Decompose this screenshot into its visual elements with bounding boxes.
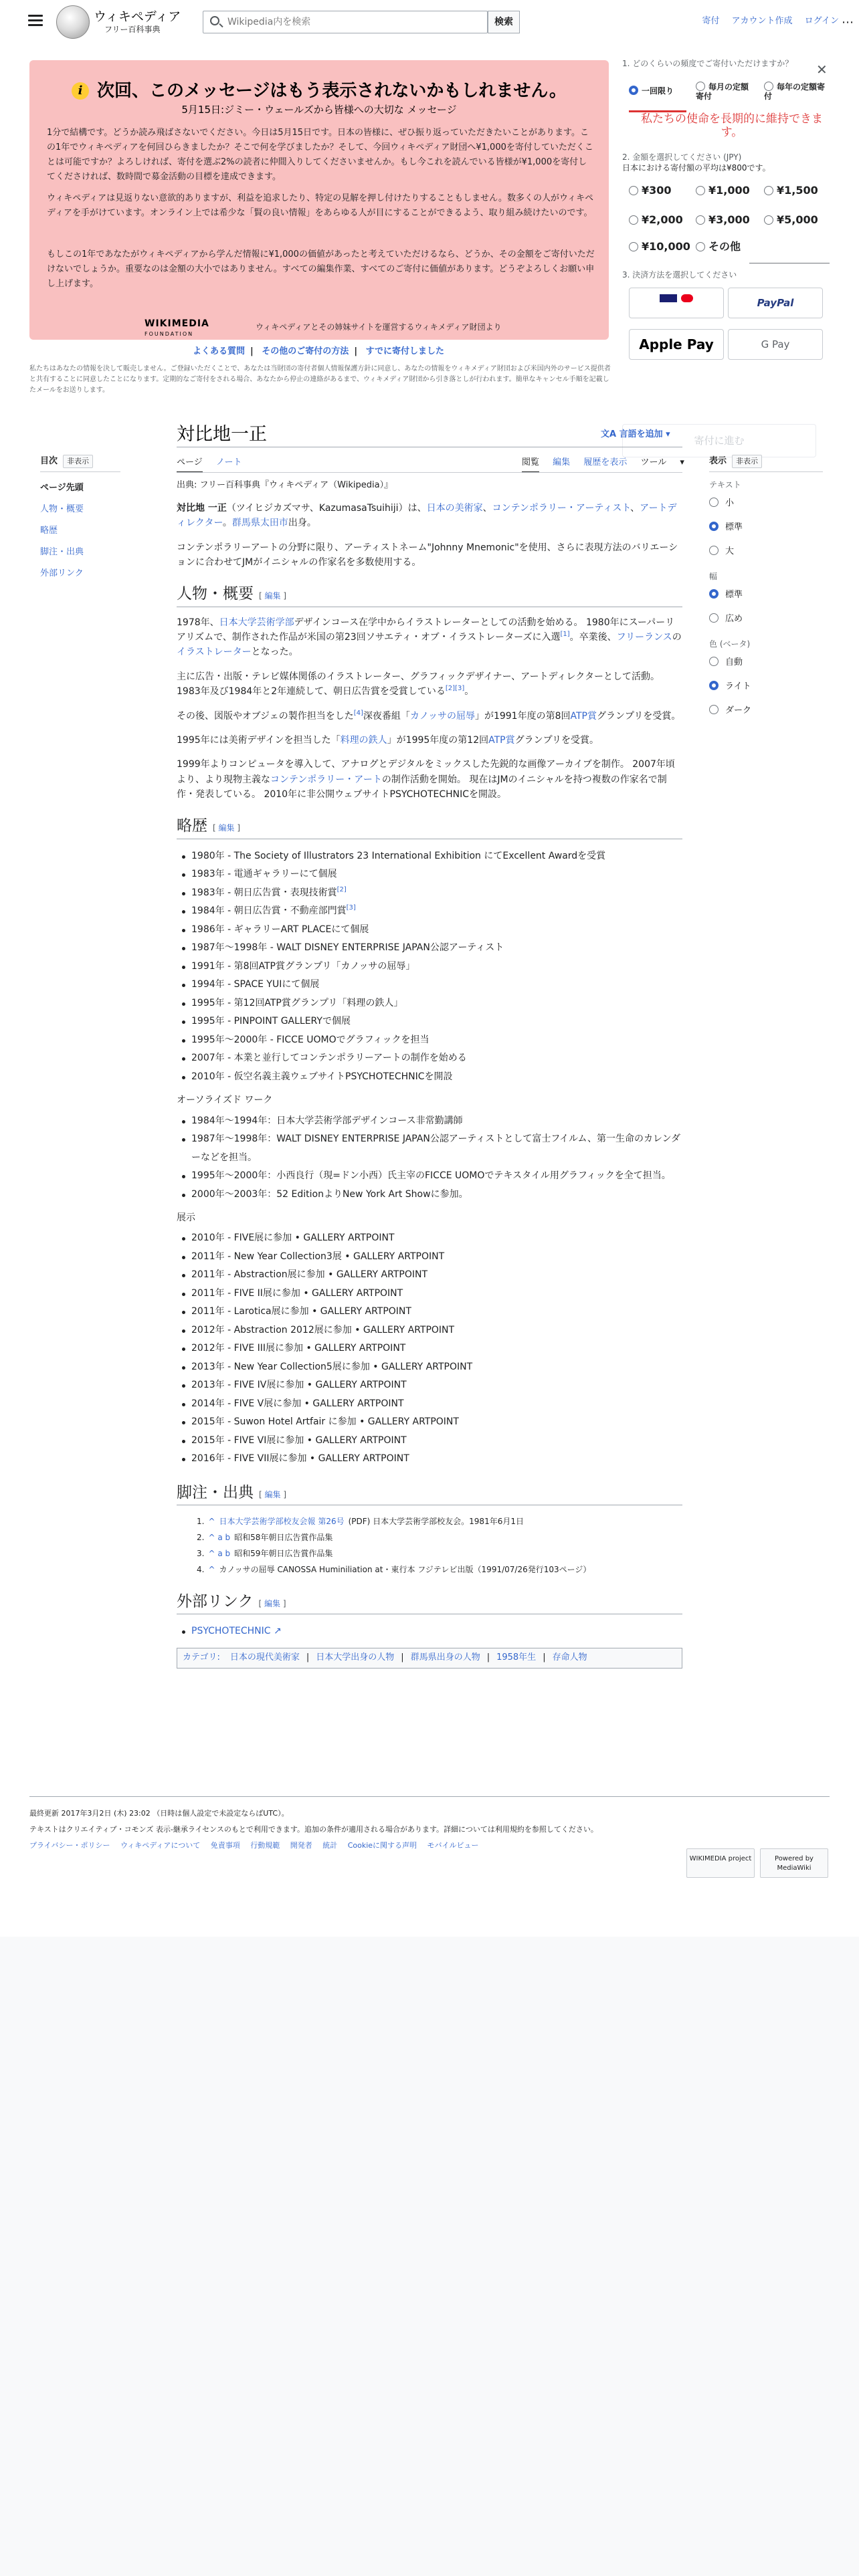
paypal-button[interactable]: PayPal: [728, 288, 823, 318]
category-box: カテゴリ: 日本の現代美術家 | 日本大学出身の人物 | 群馬県出身の人物 | 1958年生 | 存命人物: [177, 1648, 682, 1669]
wikipedia-globe-icon[interactable]: [56, 5, 90, 39]
average-amount-note: 日本における寄付額の平均は¥800です。: [622, 163, 771, 173]
footer-links: [29, 1840, 487, 1851]
footer-link[interactable]: Cookieに関する声明: [347, 1841, 417, 1850]
footer-link[interactable]: モバイルビュー: [427, 1841, 479, 1850]
banner-paragraph: ウィキペディアは見返りない意欲的ありますが、利益を追求したり、特定の見解を押し付けたりすることもしません。数多くの人がウィキペディアを手がけています。オンライン上では希少な「賢の良い情報」をあらゆる人が目にすることができるよう、取り組み続けたいのです。: [47, 193, 594, 218]
amount-option[interactable]: ¥10,000: [629, 238, 690, 255]
wiki-link[interactable]: コンテンポラリー・アート: [270, 774, 382, 785]
radio-icon: [629, 86, 638, 95]
wikimedia-foundation-logo: WIKIMEDIA FOUNDATION: [145, 318, 209, 337]
tab-talk[interactable]: ノート: [215, 457, 242, 467]
radio-icon: [709, 546, 719, 555]
tab-history[interactable]: 履歴を表示: [583, 457, 628, 467]
authorized-list: [181, 1112, 682, 1204]
wiki-link[interactable]: 料理の鉄人: [340, 734, 387, 746]
amount-question: 2. 金額を選択してください (JPY): [622, 152, 742, 162]
card-icon: [681, 294, 693, 302]
list-item: 1986年 - ギャラリーART PLACEにて個展: [181, 921, 682, 940]
frequency-monthly[interactable]: 毎月の定額寄付: [696, 82, 749, 101]
list-item: 2011年 - New Year Collection3展 • GALLERY ARTPOINT: [181, 1248, 682, 1267]
backlink[interactable]: ^: [208, 1565, 215, 1575]
list-item: 1984年 - 朝日広告賞・不動産部門賞[3]: [181, 902, 682, 921]
appearance-hide-button[interactable]: 非表示: [732, 455, 762, 468]
body-paragraph: 主に広告・出版・テレビ媒体関係のイラストレーター、グラフィックデザイナー、アートディレクターとして活動。 1983年及び1984年と2年連続して、朝日広告賞を受賞している[2][3]。: [177, 671, 660, 697]
faq-link[interactable]: よくある質問: [193, 346, 246, 356]
login-link[interactable]: ログイン: [804, 16, 839, 26]
more-options-icon[interactable]: ⋯: [842, 15, 854, 29]
list-item: 1987年〜1998年：WALT DISNEY ENTERPRISE JAPAN公認アーティストとして富士フイルム、第一生命のカレンダーなどを担当。: [181, 1130, 682, 1167]
license-text: テキストはクリエイティブ・コモンズ 表示-継承ライセンスのもとで利用できます。追加の条件が適用される場合があります。詳細については利用規約を参照してください。: [29, 1825, 598, 1834]
frequency-question: 1. どのくらいの頻度でご寄付いただけますか？: [622, 59, 793, 68]
width-option[interactable]: 標準: [709, 583, 823, 607]
list-item: 2012年 - FIVE III展に参加 • GALLERY ARTPOINT: [181, 1339, 682, 1358]
radio-icon: [629, 242, 638, 251]
radio-icon: [696, 242, 705, 251]
citation-link[interactable]: [2][3]: [445, 685, 465, 693]
tab-read[interactable]: 閲覧: [522, 457, 539, 473]
search-button[interactable]: 検索: [488, 11, 520, 33]
intro-paragraph: 対比地 一正（ツイヒジカズマサ、KazumasaTsuihiji）は、日本の美術家、コンテンポラリー・アーティスト、アートディレクター。群馬県太田市出身。: [177, 502, 677, 529]
create-account-link[interactable]: アカウント作成: [731, 16, 793, 26]
personal-tools: [692, 15, 839, 29]
page-title: 対比地一正: [177, 424, 267, 445]
list-item: 2011年 - Abstraction展に参加 • GALLERY ARTPOINT: [181, 1266, 682, 1285]
backlink[interactable]: ^ a b: [208, 1533, 231, 1543]
list-item: 1983年 - 電通ギャラリーにて個展: [181, 865, 682, 884]
wiki-link[interactable]: 日本大学芸術学部: [219, 617, 294, 628]
category-link[interactable]: 日本大学出身の人物: [316, 1652, 395, 1662]
color-label: 色 (ベータ): [709, 639, 751, 649]
list-item: 2012年 - Abstraction 2012展に参加 • GALLERY ARTPOINT: [181, 1321, 682, 1340]
radio-icon: [709, 522, 719, 531]
list-item: 1991年 - 第8回ATP賞グランプリ「カノッサの屈辱」: [181, 958, 682, 976]
radio-icon: [709, 705, 719, 714]
chevron-down-icon: ▾: [680, 457, 684, 467]
radio-icon: [709, 498, 719, 507]
citation-link[interactable]: [1]: [560, 630, 570, 638]
list-item: 2000年〜2003年：52 EditionよりNew York Art Showに参加。: [181, 1186, 682, 1204]
footer-link[interactable]: 行動規範: [250, 1841, 280, 1850]
categories-label[interactable]: カテゴリ:: [183, 1652, 220, 1662]
external-link-icon: ↗: [270, 1626, 282, 1637]
reference-list: [197, 1513, 682, 1578]
article-content: [177, 479, 682, 1669]
card-icon: [660, 294, 677, 302]
list-item: 1987年〜1998年 - WALT DISNEY ENTERPRISE JAPAN公認アーティスト: [181, 939, 682, 958]
toc-item[interactable]: 人物・概要: [40, 504, 84, 514]
card-payment-button[interactable]: [629, 288, 724, 318]
list-item: 2011年 - FIVE II展に参加 • GALLERY ARTPOINT: [181, 1285, 682, 1303]
close-icon[interactable]: ✕: [816, 62, 828, 78]
last-modified: 最終更新 2017年3月2日 (木) 23:02 （日時は個人設定で未設定ならばUTC）。: [29, 1809, 289, 1818]
intro-paragraph-2: コンテンポラリーアートの分野に限り、アーティストネーム"Johnny Mnemonic"を使用、さらに表現方法のバリエーションに合わせてJMがイニシャルの作家名を多数使用する。: [177, 542, 678, 568]
radio-icon: [709, 681, 719, 690]
search-box: [203, 11, 488, 33]
list-item: 2007年 - 本業と並行してコンテンポラリーアートの制作を始める: [181, 1049, 682, 1068]
wiki-link[interactable]: ATP賞: [570, 710, 597, 722]
edit-section-link[interactable]: 編集: [218, 823, 235, 833]
body-paragraph: 1999年よりコンピュータを導入して、アナログとデジタルをミックスした先鋭的な画像アーカイブを制作。 2007年頃より、より現物主義なコンテンポラリー・アートの制作活動を開始。 現在はJMのイニシャルを持つ複数の作家名で制作・発表している。 2010年に非公開ウェブサイトPSYCHOTECHNICを開設。: [177, 759, 675, 800]
reference-text: 昭和59年朝日広告賞作品集: [234, 1549, 333, 1559]
reference-item: [197, 1562, 682, 1578]
radio-icon: [696, 186, 705, 195]
category-link[interactable]: 群馬県出身の人物: [410, 1652, 480, 1662]
radio-icon: [629, 186, 638, 195]
backlink[interactable]: ^: [208, 1517, 215, 1527]
footer-link[interactable]: ウィキペディアについて: [120, 1841, 201, 1850]
body-paragraph: 1995年には美術デザインを担当した「料理の鉄人」が1995年度の第12回ATP賞グランプリを受賞。: [177, 734, 599, 746]
view-tabs: [522, 456, 706, 470]
wiki-link[interactable]: フリーランス: [616, 631, 672, 643]
donate-continue-button[interactable]: 寄付に進む: [622, 424, 816, 457]
width-option[interactable]: 広め: [709, 607, 823, 631]
reference-text: (PDF) 日本大学芸術学部校友会。1981年6月1日: [348, 1517, 524, 1527]
wiki-link[interactable]: イラストレーター: [177, 647, 252, 658]
frequency-yearly[interactable]: 毎年の定額寄付: [764, 82, 826, 101]
list-item: 2011年 - Larotica展に参加 • GALLERY ARTPOINT: [181, 1303, 682, 1321]
edit-section-link[interactable]: 編集: [264, 591, 281, 601]
external-link[interactable]: PSYCHOTECHNIC ↗: [191, 1626, 282, 1637]
radio-icon: [764, 215, 773, 225]
text-size-option[interactable]: 標準: [709, 516, 823, 540]
tab-tools[interactable]: ツール ▾: [640, 457, 684, 467]
banner-links: よくある質問 | その他のご寄付の方法 | すでに寄付しました: [193, 346, 444, 356]
citation-link[interactable]: [3]: [346, 904, 356, 912]
amount-option[interactable]: ¥300: [629, 182, 672, 199]
text-size-option[interactable]: 大: [709, 540, 823, 564]
toc-item[interactable]: 外部リンク: [40, 568, 84, 578]
edit-section-link[interactable]: 編集: [264, 1489, 281, 1499]
appearance-panel: [709, 455, 823, 723]
other-ways-link[interactable]: その他のご寄付の方法: [262, 346, 349, 356]
wiki-link[interactable]: アートディレクター: [177, 502, 677, 529]
search-icon: [210, 16, 219, 25]
history-list: [181, 847, 682, 1087]
toc-hide-button[interactable]: 非表示: [63, 455, 93, 468]
list-item: 1995年 - PINPOINT GALLERYで個展: [181, 1012, 682, 1031]
info-icon: i: [72, 82, 89, 100]
fundraising-banner: [29, 60, 609, 340]
radio-icon: [764, 186, 773, 195]
list-item: 2013年 - New Year Collection5展に参加 • GALLERY ARTPOINT: [181, 1358, 682, 1377]
toc-item-top[interactable]: ページ先頭: [40, 482, 84, 493]
radio-icon: [709, 657, 719, 666]
google-pay-button[interactable]: G Pay: [728, 329, 823, 360]
wiki-link[interactable]: コンテンポラリー・アーティスト: [492, 502, 631, 514]
reference-item: [197, 1529, 682, 1545]
radio-icon: [709, 613, 719, 623]
body-paragraph: その後、図版やオブジェの製作担当をした[4]深夜番組「カノッサの屈辱」が1991年度の第8回ATP賞グランプリを受賞。: [177, 709, 681, 722]
tab-page[interactable]: ページ: [177, 457, 203, 473]
subsection-title: オーソライズド ワーク: [177, 1095, 273, 1106]
already-donated-link[interactable]: すでに寄付しました: [365, 346, 444, 356]
toc-item[interactable]: 脚注・出典: [40, 546, 84, 557]
reference-item: [197, 1545, 682, 1562]
list-item: 1984年〜1994年：日本大学芸術学部デザインコース非常勤講師: [181, 1112, 682, 1131]
namespace-tabs: [177, 456, 253, 470]
list-item: 2013年 - FIVE IV展に参加 • GALLERY ARTPOINT: [181, 1376, 682, 1395]
list-item: 2015年 - Suwon Hotel Artfair に参加 • GALLERY ARTPOINT: [181, 1413, 682, 1432]
radio-icon: [629, 215, 638, 225]
list-item: 2015年 - FIVE VI展に参加 • GALLERY ARTPOINT: [181, 1432, 682, 1451]
reference-text: 昭和58年朝日広告賞作品集: [234, 1533, 333, 1543]
toc-item[interactable]: 略歴: [40, 525, 58, 536]
frequency-once[interactable]: 一回限り: [629, 79, 686, 112]
amount-other[interactable]: その他: [696, 238, 741, 255]
radio-icon: [709, 589, 719, 599]
subsection-title: 展示: [177, 1212, 195, 1224]
payment-question: 3. 決済方法を選択してください: [622, 270, 737, 280]
reference-text: 2.: [197, 1533, 205, 1543]
site-header: [0, 0, 859, 44]
logo-title[interactable]: ウィキペディア: [94, 9, 181, 24]
color-option[interactable]: 自動: [709, 651, 823, 675]
category-link[interactable]: 存命人物: [552, 1652, 587, 1662]
reference-text: 4.: [197, 1565, 205, 1575]
section-heading: 外部リンク [ 編集 ]: [177, 1591, 682, 1614]
list-item: 1995年 - 第12回ATP賞グランプリ「料理の鉄人」: [181, 994, 682, 1013]
edit-section-link[interactable]: 編集: [264, 1599, 281, 1609]
search-input[interactable]: [227, 14, 482, 30]
section-heading: 人物・概要 [ 編集 ]: [177, 583, 682, 607]
reference-text: 3.: [197, 1549, 205, 1559]
mediawiki-badge[interactable]: Powered by MediaWiki: [760, 1848, 828, 1878]
wiki-link[interactable]: カノッサの屈辱: [409, 710, 475, 722]
banner-org-text: ウィキペディアとその姉妹サイトを運営するウィキメディア財団より: [256, 322, 502, 332]
section-heading: 脚注・出典 [ 編集 ]: [177, 1482, 682, 1505]
footer-link[interactable]: プライバシー・ポリシー: [29, 1841, 110, 1850]
category-link[interactable]: 1958年生: [496, 1652, 537, 1662]
citation-link[interactable]: [4]: [353, 709, 363, 717]
text-size-option[interactable]: 小: [709, 492, 823, 516]
list-item: 2014年 - FIVE V展に参加 • GALLERY ARTPOINT: [181, 1395, 682, 1414]
wikimedia-badge[interactable]: WIKIMEDIA project: [686, 1848, 755, 1878]
section-heading: 略歴 [ 編集 ]: [177, 815, 682, 839]
table-of-contents: [40, 455, 120, 584]
donate-link[interactable]: 寄付: [702, 16, 720, 26]
list-item: [181, 1622, 682, 1641]
recurring-notice: 私たちの使命を長期的に維持できます。: [641, 112, 823, 139]
radio-icon: [764, 82, 773, 91]
apple-pay-button[interactable]: Apple Pay: [629, 329, 724, 360]
radio-icon: [696, 215, 705, 225]
add-languages-button[interactable]: 文A 言語を追加 ▾: [601, 429, 670, 439]
from-wikipedia: 出典: フリー百科事典『ウィキペディア（Wikipedia）』: [177, 480, 393, 490]
color-option[interactable]: ライト: [709, 675, 823, 699]
banner-subtitle: 5月15日:ジミー・ウェールズから皆様への大切な メッセージ: [181, 104, 457, 116]
list-item: 2010年 - 仮空名義主義ウェブサイトPSYCHOTECHNICを開設: [181, 1068, 682, 1087]
banner-paragraph: もしこの1年であなたがウィキペディアから学んだ情報に¥1,000の価値があったと考えていただけるなら、どうか、その金額をご寄付いただけないでしょうか。重要なのは金額の大小ではありません。すべての編集作業、すべてのご寄付に価値があります。どうぞよろしくお願い申し上げます。: [47, 249, 595, 289]
tab-edit[interactable]: 編集: [553, 457, 571, 467]
reference-link[interactable]: 日本大学芸術学部校友会報 第26号: [219, 1517, 345, 1527]
toc-title: 目次: [40, 456, 58, 466]
wiki-link[interactable]: 日本の美術家: [426, 502, 483, 514]
exhibit-list: [181, 1229, 682, 1469]
list-item: 1994年 - SPACE YUIにて個展: [181, 976, 682, 994]
footer-link[interactable]: 免責事項: [210, 1841, 240, 1850]
amount-option[interactable]: ¥1,500: [764, 182, 818, 199]
reference-text: カノッサの屈辱 CANOSSA Huminiliation at・東行本 フジテレビ出版（1991/07/26発行103ページ）: [219, 1565, 591, 1575]
footer-link[interactable]: 統計: [322, 1841, 338, 1850]
amount-option[interactable]: ¥2,000: [629, 211, 683, 229]
amount-option[interactable]: ¥5,000: [764, 211, 818, 229]
body-paragraph: 1978年、日本大学芸術学部デザインコース在学中からイラストレーターとしての活動を始める。 1980年にスーパーリアリズムで、制作された作品が米国の第23回ソサエティ・オブ・イラストレーターズに入選[1]。卒業後、フリーランスのイラストレーターとなった。: [177, 617, 682, 658]
amount-option[interactable]: ¥3,000: [696, 211, 750, 229]
backlink[interactable]: ^ a b: [208, 1549, 231, 1559]
category-link[interactable]: 日本の現代美術家: [229, 1652, 300, 1662]
list-item: 2016年 - FIVE VII展に参加 • GALLERY ARTPOINT: [181, 1450, 682, 1469]
appearance-title: 表示: [709, 456, 727, 466]
banner-title: i 次回、このメッセージはもう表示されないかもしれません。: [29, 78, 609, 106]
citation-link[interactable]: [2]: [337, 885, 347, 893]
other-amount-input[interactable]: [749, 250, 830, 263]
reference-item: [197, 1513, 682, 1529]
wiki-link[interactable]: ATP賞: [488, 734, 515, 746]
list-item: 1983年 - 朝日広告賞・表現技術賞[2]: [181, 884, 682, 903]
list-item: 1995年〜2000年 - FICCE UOMOでグラフィックを担当: [181, 1031, 682, 1050]
main-menu-icon[interactable]: [28, 15, 43, 27]
list-item: 1995年〜2000年：小西良行（現=ドン小西）氏主宰のFICCE UOMOでテキスタイル用グラフィックを全て担当。: [181, 1167, 682, 1186]
language-icon: 文A: [601, 429, 619, 439]
list-item: 2010年 - FIVE展に参加 • GALLERY ARTPOINT: [181, 1229, 682, 1248]
amount-option[interactable]: ¥1,000: [696, 182, 750, 199]
page-background: [0, 1937, 859, 2576]
banner-paragraph: 1分で結構です。どうか読み飛ばさないでください。今日は5月15日です。日本の皆様に、ぜひ振り返っていただきたいことがあります。この1年でウィキペディアを何回ひらきましたか？そこで何を学びましたか？そして、今回ウィキペディア財団へ¥1,000を寄付していただくことは可能ですか？よろしければ、寄付を選ぶ2%の読者に仲間入りしてくださいませんか。もし今これを読んでいる皆様が¥1,000を寄付してくださければ、数時間で募金活動の目標を達成できます。: [47, 128, 593, 182]
footer-link[interactable]: 開発者: [290, 1841, 312, 1850]
color-option[interactable]: ダーク: [709, 699, 823, 723]
reference-text: 1.: [197, 1517, 205, 1527]
banner-disclaimer: 私たちはあなたの情報を決して販売しません。ご登録いただくことで、あなたは当財団の寄付者個人情報保護方針に同意し、あなたの情報をウィキメディア財団および米国内外のサービス提供者と共有することに同意したことになります。定期的なご寄付をされる場合、あなたから停止の連絡があるまで、ウィキメディア財団から引き落としが行われます。簡単なキャンセル手順を記載したメールをお送りします。: [29, 365, 611, 394]
wiki-link[interactable]: 群馬県太田市: [231, 518, 288, 529]
radio-icon: [696, 82, 705, 91]
width-label: 幅: [709, 571, 718, 581]
text-size-label: テキスト: [709, 479, 741, 490]
logo-subtitle: フリー百科事典: [104, 25, 161, 34]
list-item: 1980年 - The Society of Illustrators 23 International Exhibition にてExcellent Awardを受賞: [181, 847, 682, 866]
